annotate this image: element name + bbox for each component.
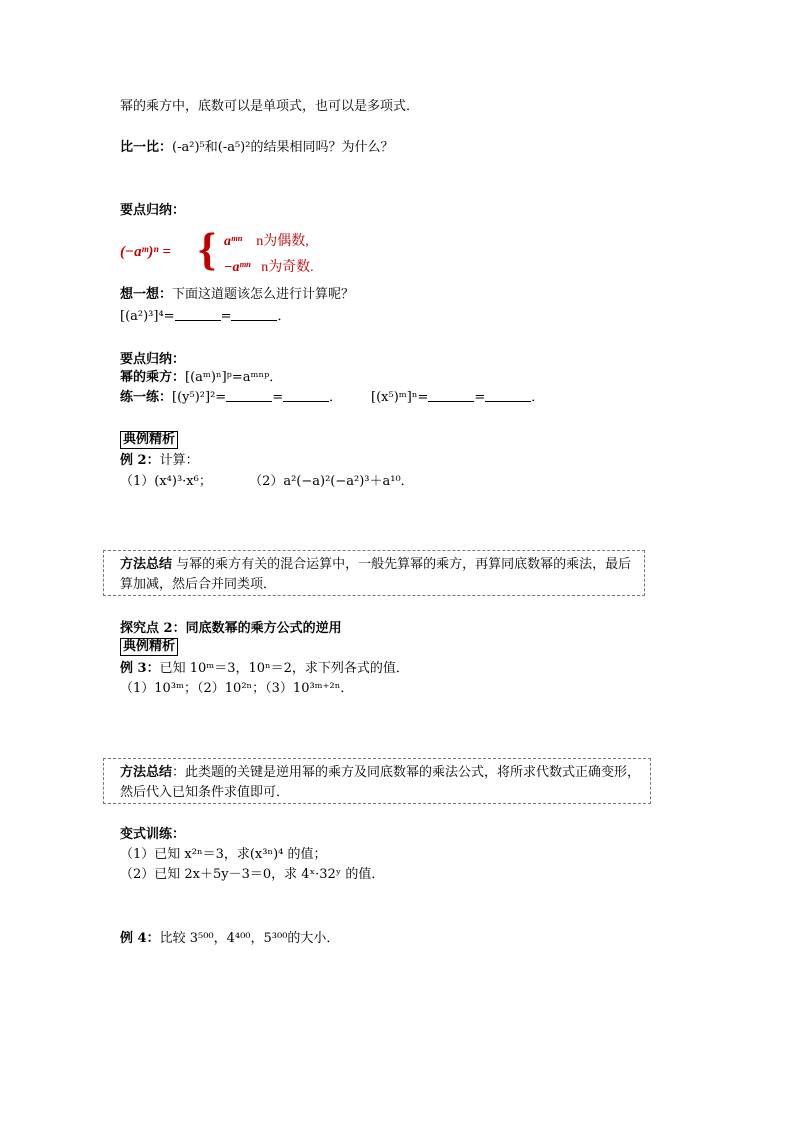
answer-blank[interactable]: [175, 308, 221, 321]
compare-expr-1: (-a²)⁵: [172, 140, 205, 155]
think-label: 想一想：: [120, 287, 173, 302]
rule-label: 幂的乘方：: [120, 370, 186, 385]
method-summary-2-line-1: 方法总结：此类题的关键是逆用幂的乘方及同底数幂的乘法公式，将所求代数式正确变形，: [120, 765, 641, 780]
formula-case-odd: −aᵐⁿ n为奇数.: [224, 260, 314, 275]
example-2-part-2: （2）a²(−a)²(−a²)³＋a¹⁰．: [249, 474, 414, 489]
example-2-text: 计算：: [159, 453, 199, 468]
example-3-items: （1）10³ᵐ；（2）10²ⁿ；（3）10³ᵐ⁺²ⁿ．: [120, 681, 354, 696]
method-summary-2-line-2: 然后代入已知条件求值即可．: [120, 785, 290, 800]
example-2-part-1: （1）(x⁴)³·x⁶；: [120, 474, 212, 489]
example-2-items: [120, 473, 414, 491]
compare-label: 比一比：: [120, 140, 173, 155]
practice-line: 练一练：[(y⁵)²]²= = ． [(x⁵)ᵐ]ⁿ= = ．: [120, 390, 545, 405]
answer-blank[interactable]: [428, 389, 474, 402]
example-3-label: 例 3：: [120, 661, 160, 676]
formula-lhs: (−aᵐ)ⁿ =: [120, 244, 171, 260]
answer-blank[interactable]: [283, 389, 329, 402]
keypoint-heading-2: 要点归纳：: [120, 352, 186, 367]
explore-point-2: 探究点 2：同底数幂的乘方公式的逆用: [120, 621, 342, 636]
think-question: [120, 286, 354, 304]
example-4-label: 例 4：: [120, 931, 160, 946]
compare-and: 和: [204, 140, 218, 155]
example-4: [120, 930, 339, 948]
practice-label: 练一练：: [120, 390, 173, 405]
method-label: 方法总结: [120, 557, 173, 572]
intro-text: 幂的乘方中，底数可以是单项式，也可以是多项式．: [120, 99, 420, 114]
method-label: 方法总结: [120, 765, 173, 780]
example-3-text: 已知 10ᵐ＝3，10ⁿ＝2，求下列各式的值．: [159, 661, 409, 676]
answer-blank[interactable]: [231, 308, 277, 321]
variation-heading: 变式训练：: [120, 827, 186, 842]
variation-item-1: （1）已知 x²ⁿ＝3，求(x³ⁿ)⁴ 的值；: [120, 847, 327, 862]
compare-expr-2: (-a⁵)²: [217, 140, 251, 155]
answer-blank[interactable]: [226, 389, 272, 402]
variation-item-2: （2）已知 2x＋5y－3＝0，求 4ˣ·32ʸ 的值．: [120, 867, 385, 882]
rule-expr: [(aᵐ)ⁿ]ᵖ=aᵐⁿᵖ．: [185, 370, 283, 385]
compare-question: [120, 139, 393, 157]
keypoint-heading-1: 要点归纳：: [120, 203, 186, 218]
formula-brace: {: [198, 223, 217, 274]
formula-case-even: aᵐⁿ n为偶数,: [224, 234, 309, 249]
think-expression: [(a²)³]⁴= = ．: [120, 309, 291, 324]
think-text: 下面这道题该怎么进行计算呢？: [172, 287, 355, 302]
answer-blank[interactable]: [485, 389, 531, 402]
example-3: [120, 660, 409, 678]
example-2-label: 例 2：: [120, 453, 160, 468]
method-summary-1-line-1: 方法总结 与幂的乘方有关的混合运算中，一般先算幂的乘方，再算同底数幂的乘法，最后: [120, 557, 632, 572]
compare-rest: 的结果相同吗？为什么？: [250, 140, 394, 155]
example-2: [120, 452, 199, 470]
method-summary-1-line-2: 算加减，然后合并同类项．: [120, 577, 277, 592]
example-4-text: 比较 3⁵⁰⁰，4⁴⁰⁰，5³⁰⁰的大小．: [159, 931, 340, 946]
example-tag-2: 典例精析: [120, 638, 178, 656]
power-rule: [120, 369, 282, 387]
example-tag-1: 典例精析: [120, 431, 178, 449]
